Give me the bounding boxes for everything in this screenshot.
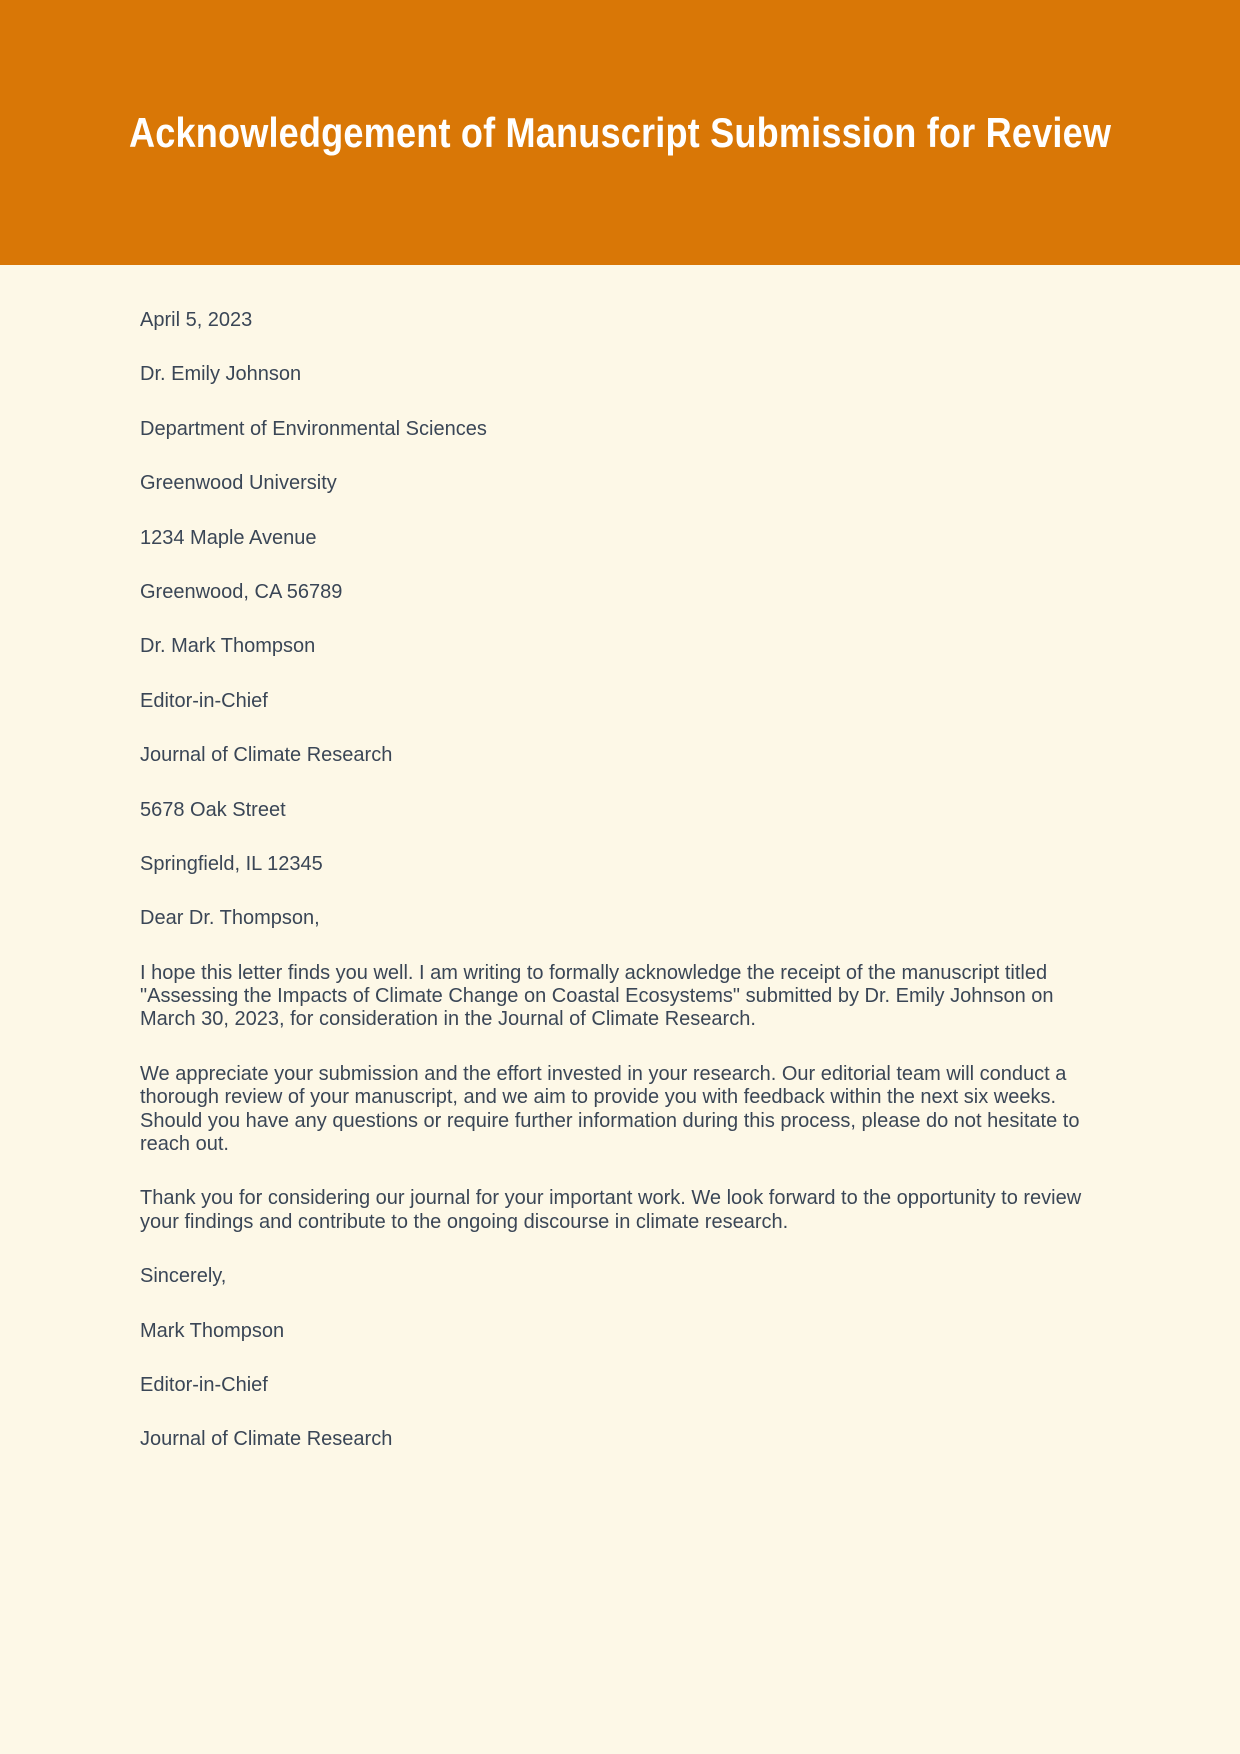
address-line: Department of Environmental Sciences xyxy=(140,417,487,440)
signature-line: Mark Thompson xyxy=(140,1319,285,1342)
body-paragraph: Thank you for considering our journal for your important work. We look forward to the opportunity to review your findings and contribute to the ongoing discourse in climate research. xyxy=(140,1187,1082,1233)
address-line: Journal of Climate Research xyxy=(140,744,393,767)
address-line: Greenwood, CA 56789 xyxy=(140,580,343,603)
letter-header-banner xyxy=(0,0,1240,265)
body-paragraph: I hope this letter finds you well. I am writing to formally acknowledge the receipt of the manuscript titled "Assessing the Impacts of Climate Change on Coastal Ecosystems" submitted by Dr. Emily Johnson on March 30, 2023, for consideration in the Journal of Climate Research. xyxy=(140,961,1054,1031)
letter-date: April 5, 2023 xyxy=(140,309,253,331)
letter-body xyxy=(140,265,1100,1452)
address-line: Springfield, IL 12345 xyxy=(140,852,323,875)
salutation: Dear Dr. Thompson, xyxy=(140,907,320,930)
signature-line: Editor-in-Chief xyxy=(140,1373,268,1396)
address-line: Dr. Mark Thompson xyxy=(140,635,316,658)
address-line: 1234 Maple Avenue xyxy=(140,526,317,549)
address-line: Greenwood University xyxy=(140,472,337,495)
closing: Sincerely, xyxy=(140,1265,227,1288)
address-line: Dr. Emily Johnson xyxy=(140,363,302,386)
address-line: Editor-in-Chief xyxy=(140,689,268,712)
signature-line: Journal of Climate Research xyxy=(140,1428,393,1451)
address-line: 5678 Oak Street xyxy=(140,798,286,821)
page-title: Acknowledgement of Manuscript Submission for Review xyxy=(128,108,1112,156)
body-paragraph: We appreciate your submission and the effort invested in your research. Our editorial team will conduct a thorough review of your manuscript, and we aim to provide you with feedback within the next six weeks. Should you have any questions or require further information during this process, please do not hesitate to reach out. xyxy=(140,1062,1080,1156)
